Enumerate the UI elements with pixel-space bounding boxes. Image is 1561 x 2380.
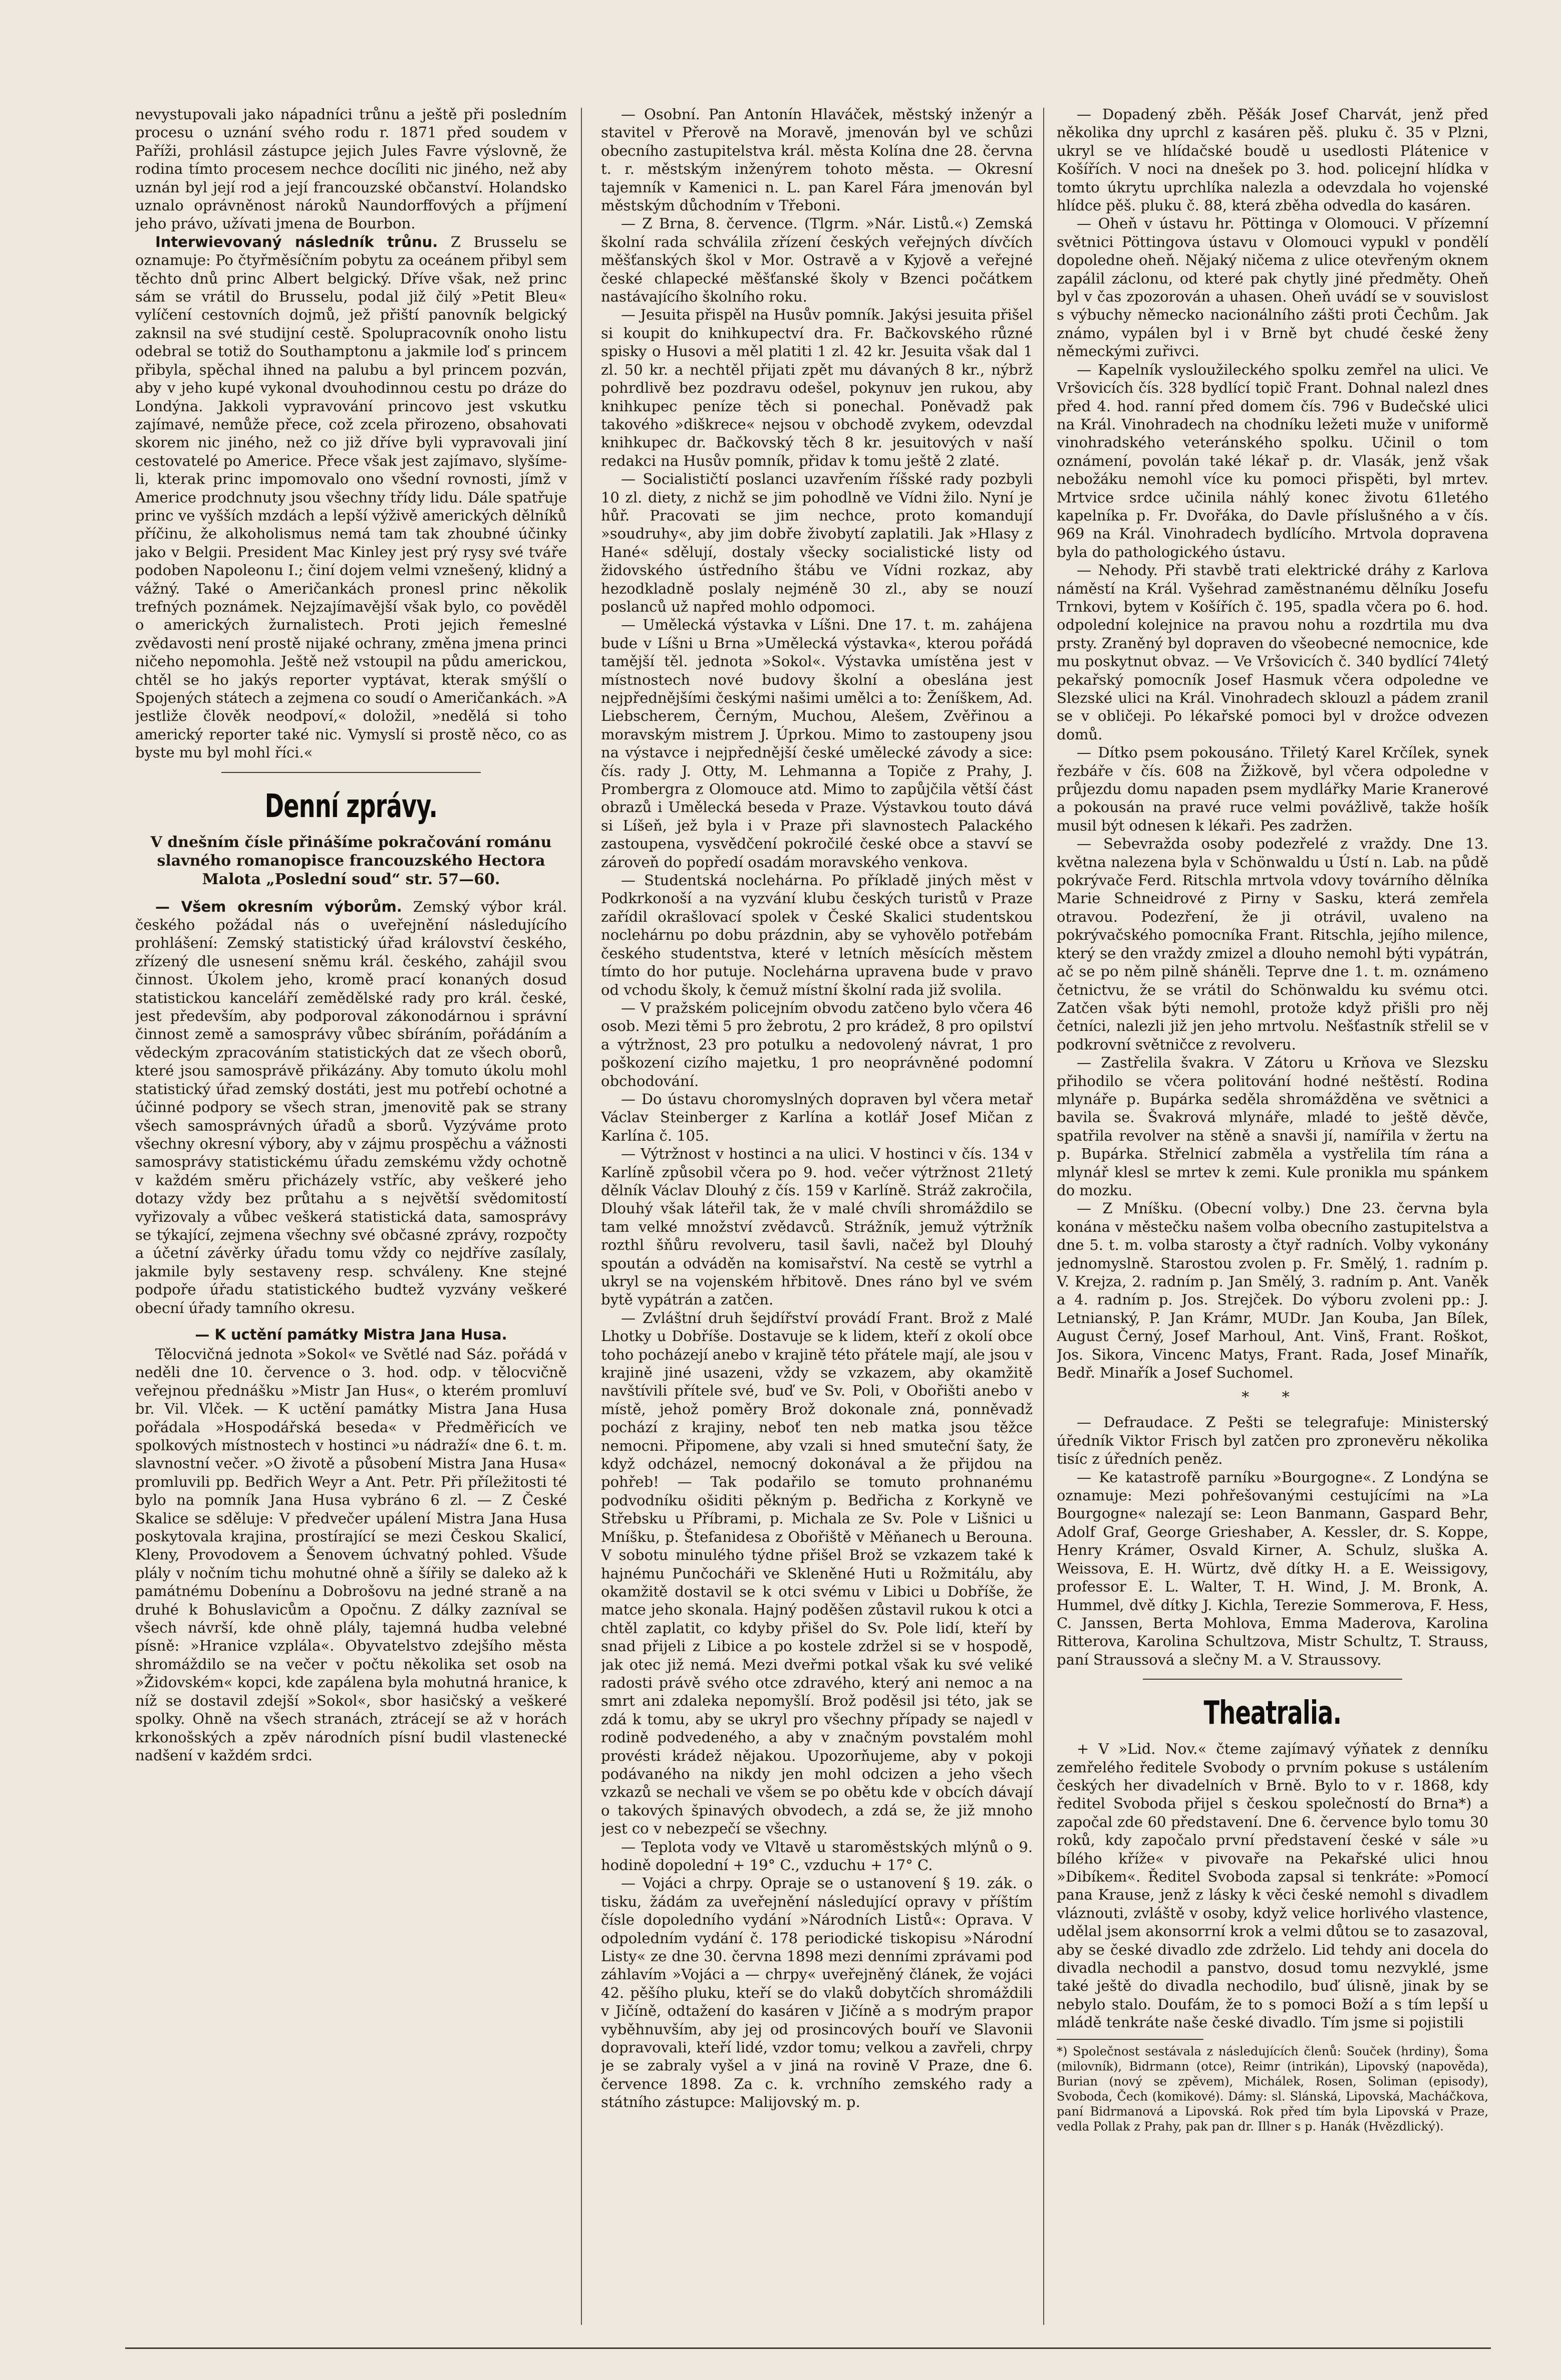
news-item: — V pražském policejním obvodu zatčeno bylo včera 46 osob. Mezi těmi 5 pro žebrotu, 2 pro krádež, 8 pro opilství a výtržnost, 23 pro potulku a nedovolený návrat, 1 pro poškození cizího majetku, 1 pro neoprávněné podomní obchodování. bbox=[601, 999, 1033, 1090]
news-item: — Umělecká výstavka v Líšni. Dne 17. t. m. zahájena bude v Líšni u Brna »Umělecká výstavka«, kterou pořádá tamější těl. jednota »Sokol«. Výstavka umístěna jest v místnostech nové budovy školní a obeslána jest nejpřednějšími českými našimi umělci a to: Ženíškem, Ad. Liebscherem, Černým, Muchou, Alešem, Zvěřinou a moravským mistrem J. Úprkou. Mimo to zastoupeny jsou na výstavce i nejpřednější české umělecké závody a sice: čís. rady J. Otty, M. Lehmanna a Topiče z Prahy, J. Prombergra z Olomouce atd. Mimo to zapůjčila větší část obrazů i Umělecká beseda v Praze. Výstavkou touto dává si Líšeň, jež byla i v Praze při slavnostech Palackého zastoupena, vysvědčení pokročilé české obce a stavví se zároveň do popředí osadám moravského venkova. bbox=[601, 616, 1033, 871]
section-divider bbox=[221, 772, 480, 773]
column-right bbox=[1057, 105, 1488, 2332]
news-item: + V »Lid. Nov.« čteme zajímavý výňatek z denníku zemřelého ředitele Svobody o prvním pokuse s ustálením českých her divadelních v Brně. Bylo to v r. 1868, kdy ředitel Svoboda přijel s českou společností do Brna*) a započal zde 60 představení. Dne 6. července bylo tomu 30 roků, kdy započalo první představení české v sále »u bílého kříže« v pivovaře na Pekařské ulici hnou »Dibíkem«. Ředitel Svoboda zapsal si tenkráte: »Pomocí pana Krause, jenž z lásky k věci české nemohl s divadlem vláznouti, zvláště v osoby, když velice horlivého vlastence, udělal jsem akonsorrní krok a velmi důtou se to zasazoval, aby se české divadlo zde zdrželo. Lid tehdy ani docela do divadla nechodil a panstvo, dosud tomu nezvyklé, jsme také ještě do divadla nechodilo, buď úlisně, jinak by se nebylo stalo. Doufám, že to s pomoci Boží a s tím lepší u mládě tenkráte naše české divadlo. Tím jsme si pojistili bbox=[1057, 1740, 1488, 2031]
news-item: — Jesuita přispěl na Husův pomník. Jakýsi jesuita přišel si koupit do knihkupectví dra. Fr. Bačkovského různé spisky o Husovi a měl platiti 1 zl. 42 kr. Jesuita však dal 1 zl. 50 kr. a nechtěl přijati zpět mu dávaných 8 kr., nýbrž pohrdlivě bez pozdravu odešel, pokynuv jen rukou, aby knihkupec peníze těch si ponechal. Poněvadž pak takového »diškrece« nejsou v obchodě zvykem, odevzdal knihkupec dr. Bačkovský těch 8 kr. jesuitových v naší redakci na Husův pomník, přidav k tomu ještě 2 zlaté. bbox=[601, 306, 1033, 469]
separator-stars: * * bbox=[1241, 1389, 1304, 1407]
section-title: Theatralia. bbox=[1203, 1695, 1342, 1732]
column-rule bbox=[581, 108, 582, 2325]
column-left bbox=[135, 105, 567, 2332]
news-item: — Dopadený zběh. Pěšák Josef Charvát, jenž před několika dny uprchl z kasáren pěš. pluku č. 35 v Plzni, ukryl se ve hlídačské boudě u usedlosti Plátenice v Košířích. V noci na dnešek po 3. hod. policejní hlídka v tomto úkrytu uprchlíka nalezla a odevzdala ho vojenské hlídce pěš. pluku č. 88, která zběha odvedla do kasáren. bbox=[1057, 106, 1488, 214]
news-item: — Defraudace. Z Pešti se telegrafuje: Ministerský úředník Viktor Frisch byl zatčen pro zpronevěru několika tisíc z úředních peněz. bbox=[1057, 1414, 1488, 1468]
article-body: Z Brusselu se oznamuje: Po čtyřměsíčním pobytu za oceánem přibyl sem těchto dnů princ Albert belgický. Dříve však, než princ sám se vrátil do Brusselu, podal již čilý »Petit Bleu« vylíčení cestovních dojmů, jež přiští panovník belgický zaknsil na své studijní cestě. Spolupracovník onoho listu odebral se totiž do Southamptonu a jakmile loď s princem přibyla, spěchal ihned na palubu a byl princem pozván, aby v jeho kupé vykonal dvouhodinnou cestu po dráze do Londýna. Jakkoli vypravování princovo jest vskutku zajímavé, nemůže přece, což zcela přirozeno, obsahovati skorem nic jiného, než co již dříve byli vypravovali jiní cestovatelé po Americe. Přece však jest zajímavo, slyšíme-li, kterak princ impomovalo ono všední rovnosti, jímž v Americe prodchnuty jsou všechny třídy lidu. Dále spatřuje princ ve vyšších mzdách a lepší výživě amerických dělníků příčinu, že alkoholismus nemá tam tak zhoubné účinky jako v Belgii. President Mac Kinley jest prý rysy své tváře podoben Napoleonu I.; činí dojem velmi vznešený, klidný a vážný. Také o Američankách pronesl princ několik trefných poznámek. Nejzajímavější však bylo, co pověděl o amerických žurnalistech. Proti jejich řemeslné zvědavosti není prostě nijaké ochrany, změna jmena princi ničeho nepomohla. Ještě než vstoupil na půdu americkou, chtěl se ho jakýs reporter vyptávat, kterak smýšlí o Spojených státech a zejmena co soudí o Američankách. »A jestliže člověk neodpoví,« doložil, »nedělá si toho americký reporter také nic. Vymyslí si prostě něco, co as byste mu byl mohl říci.« bbox=[135, 233, 567, 761]
news-item: — Ke katastrofě parníku »Bourgogne«. Z Londýna se oznamuje: Mezi pohřešovanými cestujícími na »La Bourgogne« nalezají se: Leon Banmann, Gaspard Behr, Adolf Graf, George Grieshaber, A. Kessler, dr. S. Koppe, Henry Krámer, Osvald Kirner, A. Schulz, sluška A. Weissova, E. H. Würtz, dvě dítky H. a E. Weissigovy, professor E. L. Walter, T. H. Wind, J. M. Bronk, A. Hummel, dvě dítky J. Kichla, Terezie Sommerova, F. Hess, C. Janssen, Berta Mohlova, Emma Maderova, Karolina Ritterova, Karolina Schultzova, Mistr Schultz, T. Strauss, paní Straussová a slečny M. a V. Straussovy. bbox=[1057, 1468, 1488, 1668]
article-heading: — Všem okresním výborům. bbox=[155, 898, 402, 915]
news-item: — Zvláštní druh šejdířství provádí Frant. Brož z Malé Lhotky u Dobříše. Dostavuje se k lidem, kteří z okolí obce toho pocházejí anebo v krajině této přátele mají, ale jsou v krajině jiné usazeni, vždy se vzkazem, aby okamžitě navštívili přítele své, buď ve Sv. Poli, v Obořišti anebo v místě, jehož poměry Brož dokonale zná, ponněvadž pochází z krajiny, neboť ten neb matka jsou těžce nemocni. Připomene, aby vzali si hned smuteční šaty, že když odcházel, nemocný dokonával a že přijdou na pohřeb! — Tak podařilo se tomuto prohnanému podvodníku ošiditi pěkným p. Bedřicha z Korkyně ve Střebsku u Příbrami, p. Michala ze Sv. Pole v Lišnici u Mníšku, p. Štefanidesa z Obořiště v Měňanech u Berouna. V sobotu minulého týdne přišel Brož se vzkazem také k hajnému Punčocháři ve Skleněné Huti u Rožmitálu, aby okamžitě dostavil se k otci svému v Libici u Dobříše, že matce jeho skonala. Hajný poděšen zůstavil rukou k otci a chtěl zaplatit, co kdyby přišel do Sv. Pole lidí, kteří by snad přijeli z Libice a po kostele zdržel si se v hospodě, jak otec již nemá. Mezi dveřmi potkal však ku své veliké radosti právě svého otce zdravého, který ani nemoc a na smrt ani zdaleka nepomyšlí. Brož poděsil jsi této, jak se zdá k tomu, aby se ukryl pro všechny případy se najedl v rodině podvedeného, a aby v značným povstalém mohl provésti krádež nějakou. Upozorňujeme, aby v pokoji podávaného na nikdy jen mohl odcizen a jeho všech vzkazů se nechali ve všem se po obětu kde v obcích dávají o takových špinavých obvodech, a zdá se, že již mnoho jest co v nebezpečí se všechny. bbox=[601, 1309, 1033, 1837]
news-item: — Vojáci a chrpy. Opraje se o ustanovení § 19. zák. o tisku, žádám za uveřejnění následující opravy v příštím čísle dopoledního vydání »Národních Listů«: Oprava. V odpoledním vydání č. 178 periodické tiskopisu »Národní Listy« ze dne 30. června 1898 mezi denními zprávami pod záhlavím »Vojáci a — chrpy« uveřejněný článek, že vojáci 42. pěšího pluku, kteří se do vlaků dobytčích shromáždili v Jičíně, odtažení do kasáren v Jičíně a s modrým prapor vyběhnuvším, aby jej od prosincových bouří ve Slavonii dopravovali, kteří lidé, vzdor tomu; velkou a zavřeli, chrpy je se zabraly vyšel a v jiná na rovině V Praze, dne 6. července 1898. Za c. k. vrchního zemského rady a státního zástupce: Malijovský m. p. bbox=[601, 1875, 1033, 2111]
news-item: — Teplota vody ve Vltavě u staroměstských mlýnů o 9. hodině dopolední + 19° C., vzduchu + 17° C. bbox=[601, 1838, 1033, 1874]
footnote-rule bbox=[1057, 2039, 1203, 2040]
article-heading: Interwievovaný následník trůnu. bbox=[155, 233, 438, 250]
lead-notice: V dnešním čísle přinášíme pokračování románu slavného romanopisce francouzského Hectora Malota „Poslední soud“ str. 57—60. bbox=[150, 833, 552, 888]
news-item: — Kapelník vysloužileckého spolku zemřel na ulici. Ve Vršovicích čís. 328 bydlící topič Frant. Dohnal nalezl dnes před 4. hod. ranní před domem čís. 796 v Budečské ulici na Král. Vinohradech na chodníku ležeti muže v uniformě vinohradského veteránského spolku. Učinil o tom oznámení, povolán také lékař p. dr. Vlasák, jenž však nebožáku nemohl více ku pomoci přispěti, byl mrtev. Mrtvice srdce učinila náhlý konec životu 61letého kapelníka p. Fr. Dvořáka, do Davle příslušného a v čís. 969 na Král. Vinohradech bydlícího. Mrtvola dopravena byla do pathologického ústavu. bbox=[1057, 361, 1488, 561]
news-item: — Dítko psem pokousáno. Třiletý Karel Krčílek, synek řezbáře v čís. 608 na Žižkově, byl včera odpoledne v průjezdu domu napaden psem mydlářky Marie Kranerové a pokousán na pravé ruce velmi povážlivě, takže hošík musil být odnesen k lékaři. Pes zadržen. bbox=[1057, 744, 1488, 834]
article-interview bbox=[135, 233, 567, 762]
article-continuation: nevystupovali jako nápadníci trůnu a ještě při posledním procesu o uznání svého rodu r. 1871 před soudem v Paříži, prohlásil zástupce jejich Jules Favre výslovně, že rodina tímto procesem nechce docíliti nic jiného, než aby uznán byl její rod a její francouzské občanství. Holandsko uznalo oprávněnost nároků Naundorffových a příjmení jeho právo, užívati jmena de Bourbon. bbox=[135, 106, 567, 232]
article-heading: — K uctění památky Mistra Jana Husa. bbox=[195, 1326, 507, 1343]
section-divider bbox=[1143, 1679, 1402, 1680]
news-item: — Do ústavu choromyslných dopraven byl včera metař Václav Steinberger z Karlína a kotlář Josef Mičan z Karlína č. 105. bbox=[601, 1090, 1033, 1144]
footnote: *) Společnost sestávala z následujících členů: Souček (hrdiny), Šoma (milovník), Bidrmann (otce), Reimr (intrikán), Lipovský (napověda), Burian (nový se zpěvem), Michálek, Rosen, Soliman (episody), Svoboda, Čech (komikové). Dámy: sl. Slánská, Lipovská, Macháčkova, paní Bidrmanová a Lipovská. Rok před tím byla Lipovská v Praze, vedla Pollak z Prahy, pak pan dr. Illner s p. Hanák (Hvězdlický). bbox=[1057, 2044, 1488, 2134]
news-item: — Z Mníšku. (Obecní volby.) Dne 23. června byla konána v městečku našem volba obecního zastupitelstva a dne 5. t. m. volba starosty a čtyř radních. Volby vykonány jednomyslně. Starostou zvolen p. Fr. Smělý, 1. radním p. V. Krejza, 2. radním p. Jan Smělý, 3. radním p. Ant. Vaněk a 4. radním p. Jos. Strejček. Do výboru zvoleni pp.: J. Letnianský, P. Jan Krámr, MUDr. Jan Kouba, Jan Bílek, August Černý, Josef Marhoul, Ant. Vinš, Frant. Roškot, Jos. Sikora, Vincenc Matys, Frant. Rada, Josef Minařík, Bedř. Minařík a Josef Suchomel. bbox=[1057, 1200, 1488, 1382]
news-item: — Studentská noclehárna. Po příkladě jiných měst v Podkrkonoší a na vyzvání klubu českých turistů v Praze zařídil okrašlovací spolek v České Skalici studentskou noclehárnu po dobu prázdnin, aby se vyhovělo potřebám českého studentstva, které v letních měsících městem tímto do hor putuje. Noclehárna upravena bude v pravo od vchodu školy, k čemuž místní školní rada již svolila. bbox=[601, 872, 1033, 998]
page-bottom-rule bbox=[125, 2347, 1491, 2349]
column-rule bbox=[1043, 108, 1044, 2325]
news-item: — Zastřelila švakra. V Zátoru u Krňova ve Slezsku přihodilo se včera politování hodné neštěstí. Rodina mlynáře p. Bupárka seděla shromážděna ve světnici a bavila se. Švakrová mlynáře, mladé to ještě děvče, spatřila revolver na stěně a snavši jí, namířila v žertu na p. Bupárka. Střelnicí zabměla a vystřelila tím rána a mlynář klesl se mrtev k zemi. Kule pronikla mu spánkem do mozku. bbox=[1057, 1054, 1488, 1199]
news-item: — Socialističtí poslanci uzavřením říšské rady pozbyli 10 zl. diety, z nichž se jim pohodlně ve Vídni žilo. Nyní je hůř. Pracovati se jim nechce, proto komandují »soudruhy«, aby jim dobře živobytí zaplatili. Jak »Hlasy z Hané« sdělují, dostaly všecky socialistické listy od židovského ústředního štábu ve Vídni rozkaz, aby hezodkladně poslaly nejméně 30 zl., aby se nouzí poslanců už napřed mohlo odpomoci. bbox=[601, 470, 1033, 615]
section-title: Denní zprávy. bbox=[264, 787, 438, 825]
article-body: Tělocvičná jednota »Sokol« ve Světlé nad Sáz. pořádá v neděli dne 10. července o 3. hod. odp. v tělocvičně veřejnou přednášku »Mistr Jan Hus«, o kterém promluví br. Vil. Vlček. — K uctění památky Mistra Jana Husa pořádala »Hospodářská beseda« v Předměřicích ve spolkových místnostech v hostinci »u nádraží« dne 6. t. m. slavnostní večer. »O životě a působení Mistra Jana Husa« promluvili pp. Bedřich Weyr a Ant. Petr. Při příležitosti té bylo na pomník Jana Husa vybráno 6 zl. — Z České Skalice se sděluje: V předvečer upálení Mistra Jana Husa poskytovala krajina, prostírající se mezi Českou Skalicí, Kleny, Provodovem a Šenovem úchvatný pohled. Všude plály v nočním tichu mohutné ohně a šířily se daleko až k památnému Dobenínu a Dobrošovu na jedné straně a na druhé k Bohuslavicům a Opočnu. Z dálky zazníval se všech návrší, kde ohně plály, tajemná hudba velebné písně: »Hranice vzplála«. Obyvatelstvo zdejšího města shromáždilo se na večer v počtu několika set osob na »Židovském« kopci, kde zapálena byla mohutná hranice, k níž se dostavil zdejší »Sokol«, sbor hasičský a veškeré spolky. Ohně na všech stranách, ztrácejí se až v horách krkonošských a zpěv národních písní budil vlastenecké nadšení v každém srdci. bbox=[135, 1345, 567, 1764]
news-item: — Z Brna, 8. července. (Tlgrm. »Nár. Listů.«) Zemská školní rada schválila zřízení českých veřejných dívčích měšťanských škol v Mor. Ostravě a v Kyjově a veřejné české chlapecké měšťanské školy v Bzenci počátkem nastávajícího školního roku. bbox=[601, 215, 1033, 306]
article-body: Zemský výbor král. českého požádal nás o uveřejnění následujícího prohlášení: Zemský statistický úřad království českého, zřízený dle usnesení sněmu král. českého, zahájil svou činnost. Úkolem jeho, kromě prací konaných dosud statistickou kanceláří zemědělské rady pro král. české, jest především, aby podporoval zákonodárnou i správní činnost země a samosprávy vůbec sbíráním, pořádáním a vědeckým zpracováním statistických dat ze všech oborů, které jsou samosprávě přikázány. Aby tomuto úkolu mohl statistický úřad zemský dostáti, jest mu potřebí ochotné a účinné podpory se všech stran, jmenovitě pak se strany všech samosprávných úřadů a sborů. Vyzýváme proto všechny okresní výbory, aby v zájmu prospěchu a vážnosti samosprávy statistickému úřadu zemskému vždy ochotně v každém směru přicházely vstříc, aby veškeré jeho dotazy vždy bez průtahu a s největší svědomitostí vyřizovaly a vůbec veškerá statistická data, samosprávy se týkající, zejmena všechny své občasné zprávy, rozpočty a účetní závěrky úřadu tomu vždy co nejdříve zasílaly, jakmile byly sestaveny resp. schváleny. Kne stejné podpoře úřadu statistického budtež vyzvány veškeré obecní úřady tamního okresu. bbox=[135, 898, 567, 1316]
news-item: — Osobní. Pan Antonín Hlaváček, městský inženýr a stavitel v Přerově na Moravě, jmenován byl ve schůzi obecního zastupitelstva král. města Kolína dne 28. června t. r. městským inženýrem tohoto města. — Okresní tajemník v Kamenici n. L. pan Karel Fára jmenován byl městským důchodním v Třeboni. bbox=[601, 106, 1033, 214]
column-middle bbox=[601, 105, 1033, 2332]
news-item: — Výtržnost v hostinci a na ulici. V hostinci v čís. 134 v Karlíně způsobil včera po 9. hod. večer výtržnost 21letý dělník Václav Dlouhý z čís. 159 v Karlíně. Stráž zakročila, Dlouhý však láteřil tak, že v malé chvíli shromáždilo se tam velké množství zvědavců. Strážník, jemuž výtržník rozthl šňůru revolveru, tasil šavli, načež byl Dlouhý spoután a odváděn na komisařství. Na cestě se vytrhl a ukryl se na vojenském hřbitově. Dnes ráno byl ve svém bytě vypátrán a zatčen. bbox=[601, 1145, 1033, 1308]
news-item: — Nehody. Při stavbě trati elektrické dráhy z Karlova náměstí na Král. Vyšehrad zaměstnanému dělníku Josefu Trnkovi, bytem v Košířích č. 195, spadla včera po 6. hod. odpolední kolejnice na pravou nohu a rozdrtila mu dva prsty. Zraněný byl dopraven do všeobecné nemocnice, kde mu poskytnut obvaz. — Ve Vršovicích č. 340 bydlící 74letý pekařský pomocník Josef Hasmuk včera odpoledne ve Slezské ulici na Král. Vinohradech sklouzl a pádem zranil se v obličeji. Po lékařské pomoci byl v drožce odvezen domů. bbox=[1057, 562, 1488, 743]
news-item: — Sebevražda osoby podezřelé z vraždy. Dne 13. května nalezena byla v Schönwaldu u Ústí n. Lab. na půdě pokrývače Ferd. Ritschla mrtvola vdovy továrního dělníka Marie Schneidrové z Pirny v Sasku, která zemřela otravou. Podezření, že ji otrávil, uvaleno na pokrývačského pomocníka Frant. Ritschla, jejího milence, který se den vraždy zmizel a dlouho nemohl býti vypátrán, ač se po něm pilně sháněli. Teprve dne 1. t. m. oznámeno četnictvu, že se vrátil do Schönwaldu ku svému otci. Zatčen však býti nemohl, protože když přišli pro něj četníci, nalezli již jen jeho mrtvolu. Nešťastník střelil se v podkrovní světničce z revolveru. bbox=[1057, 835, 1488, 1053]
news-item: — Oheň v ústavu hr. Pöttinga v Olomouci. V přízemní světnici Pöttingova ústavu v Olomouci vypukl v pondělí dopoledne oheň. Nějaký ničema z ulice otevřeným oknem zapálil záclonu, od které pak chytly jiné předměty. Oheň byl v čas zpozorován a uhasen. Oheň uvádí se v souvislost s výbuchy německo nacionálního zášti proti Čechům. Jak známo, vypálen byl i v Brně byt chudé české ženy německými zuřivci. bbox=[1057, 215, 1488, 360]
article-okres bbox=[135, 898, 567, 1317]
